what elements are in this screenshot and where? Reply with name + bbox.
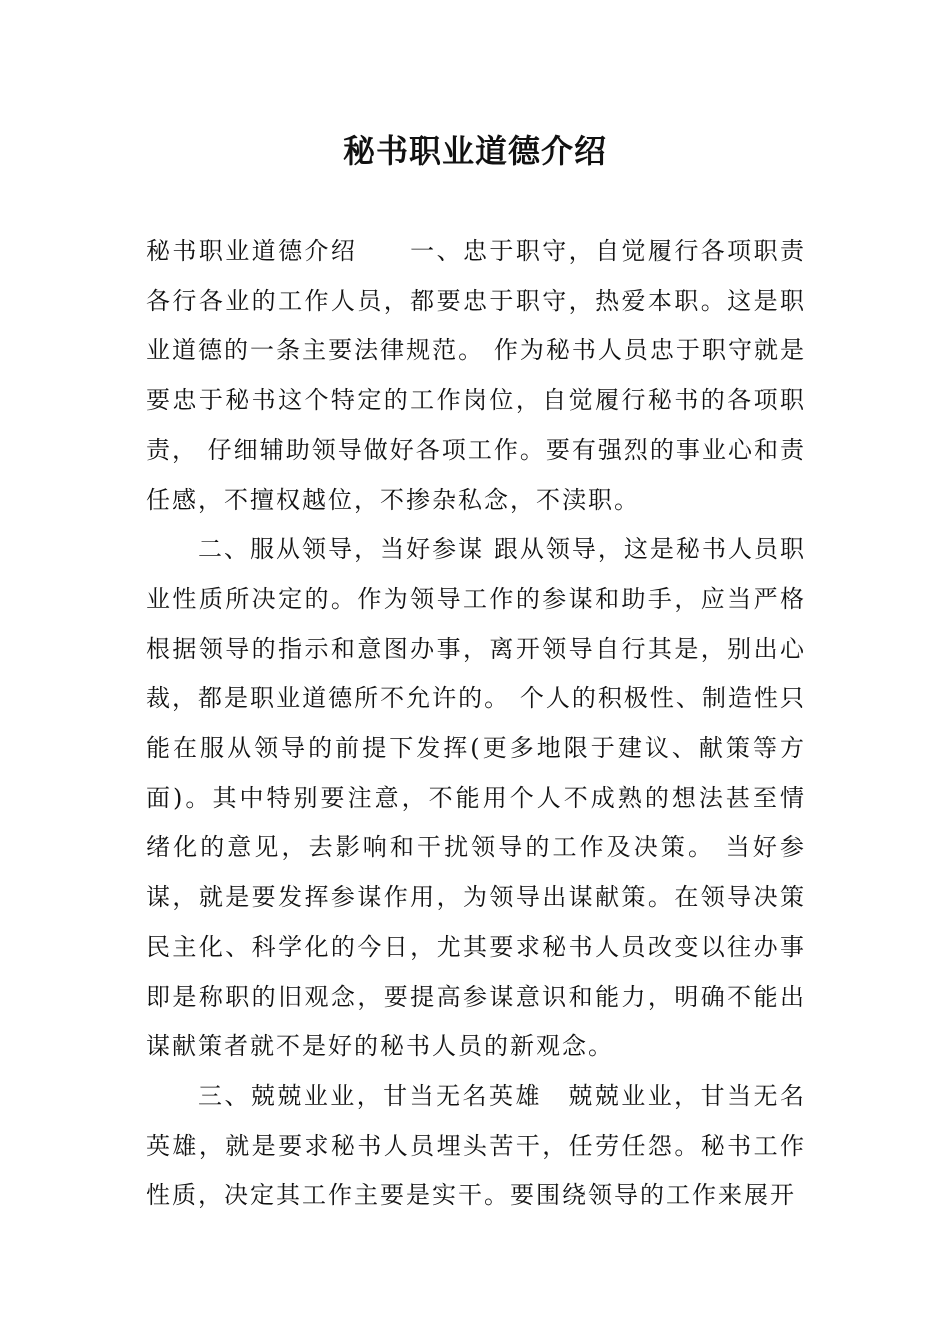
paragraph-2: 二、服从领导，当好参谋 跟从领导，这是秘书人员职业性质所决定的。作为领导工作的参谋和助手，应当严格根据领导的指示和意图办事，离开领导自行其是，别出心裁，都是职业道德所不允许的。 个人的积极性、制造性只能在服从领导的前提下发挥(更多地限于建议、献策等方面)。其中特别要注意，不能用个人不成熟的想法甚至情绪化的意见，去影响和干扰领导的工作及决策。 当好参谋，就是要发挥参谋作用，为领导出谋献策。在领导决策民主化、科学化的今日，尤其要求秘书人员改变以往办事即是称职的旧观念，要提高参谋意识和能力，明确不能出谋献策者就不是好的秘书人员的新观念。 xyxy=(146,535,806,1061)
document-title: 秘书职业道德介绍 xyxy=(342,132,607,170)
paragraph-3: 三、兢兢业业，甘当无名英雄 兢兢业业，甘当无名英雄，就是要求秘书人员埋头苦干，任劳任怨。秘书工作性质，决定其工作主要是实干。要围绕领导的工作来展开 xyxy=(146,1081,806,1210)
document-body xyxy=(146,227,806,1221)
paragraph-1: 秘书职业道德介绍 一、忠于职守，自觉履行各项职责各行各业的工作人员，都要忠于职守，热爱本职。这是职业道德的一条主要法律规范。 作为秘书人员忠于职守就是要忠于秘书这个特定的工作岗位，自觉履行秘书的各项职责， 仔细辅助领导做好各项工作。要有强烈的事业心和责任感，不擅权越位，不掺杂私念，不渎职。 xyxy=(146,237,806,514)
